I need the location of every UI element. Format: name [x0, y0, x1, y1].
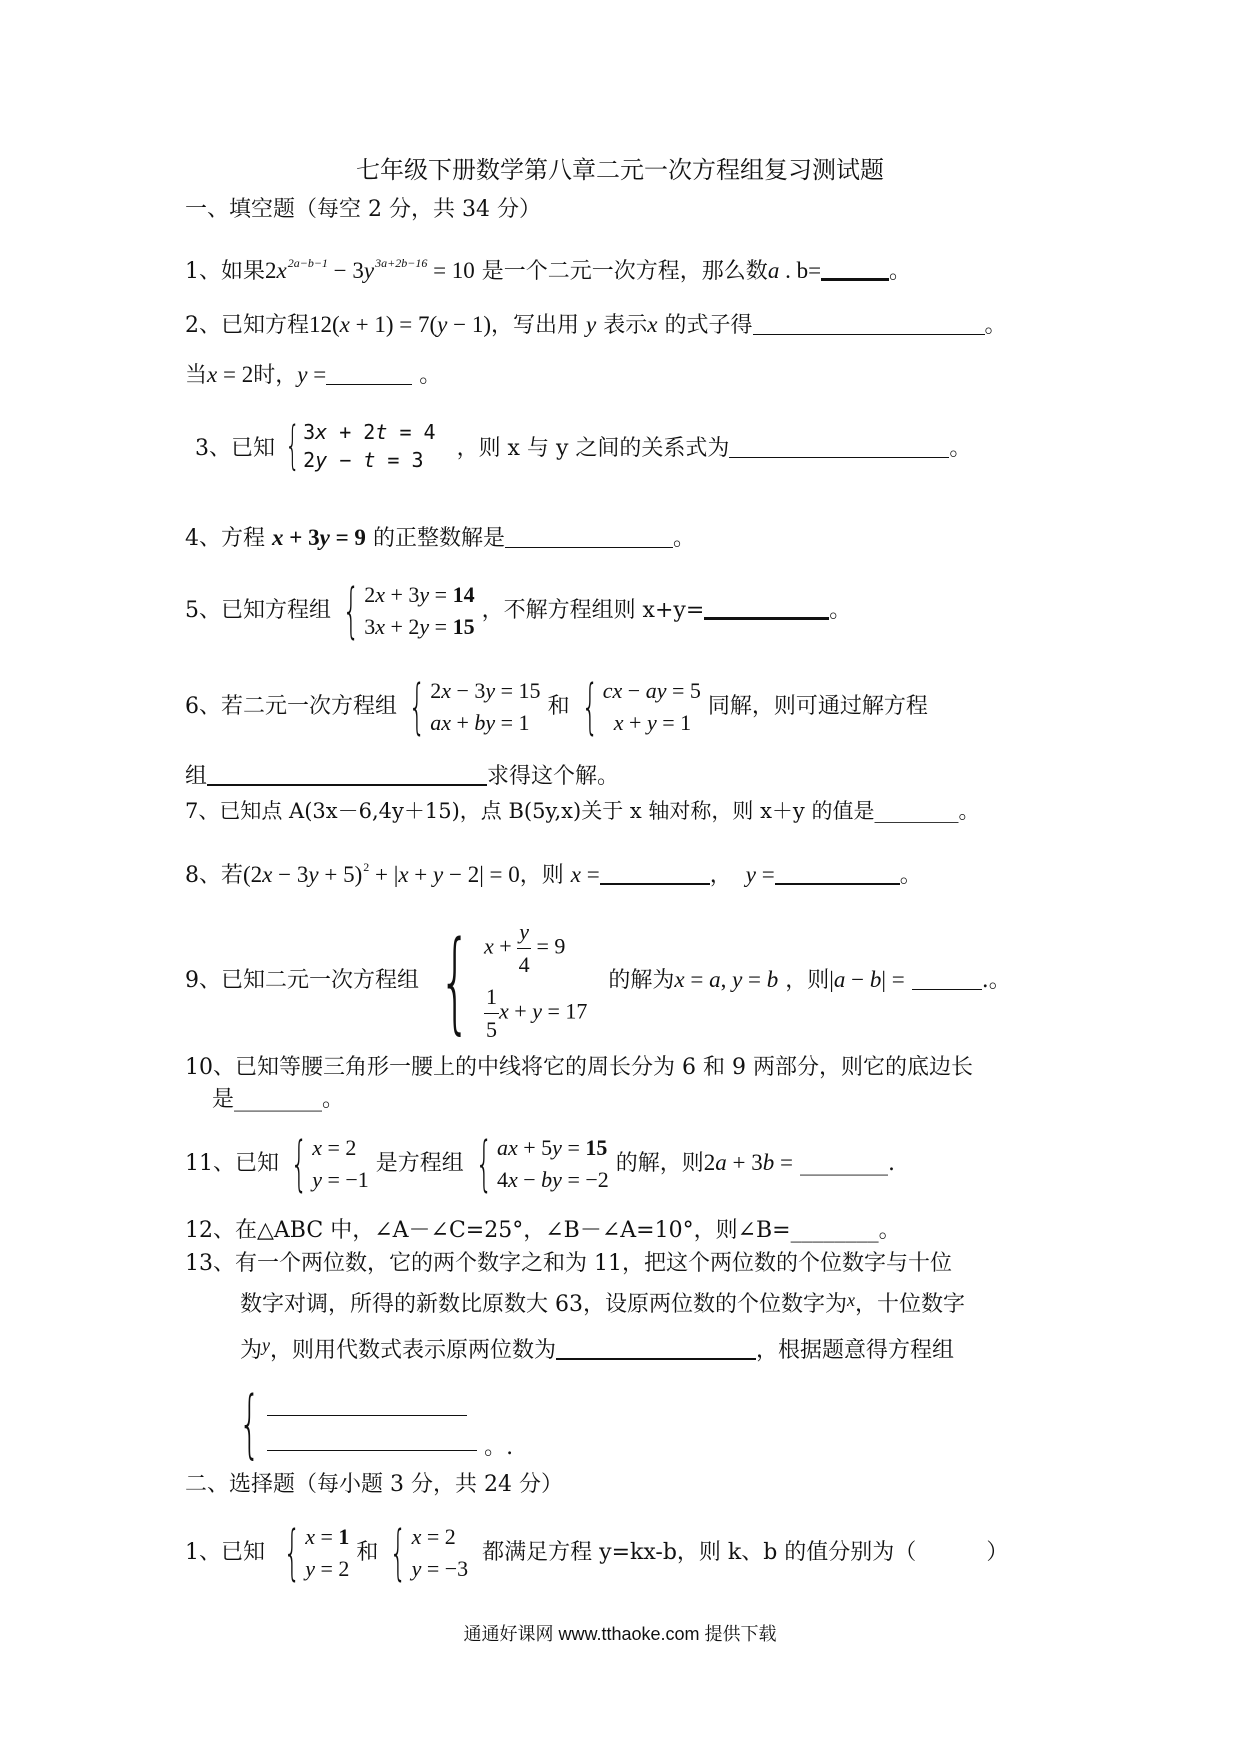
question-9: 9、已知二元一次方程组 { x + $\frac{y}{4}$ = 9 $\frac{1}{5}$ x + y = 17 的解为x = a, y = b ，则|a − b| = .。 — [185, 917, 1011, 1045]
question-4: 4、方程 x + 3y = 9 的正整数解是 。 — [185, 525, 695, 551]
question-1: 1、如果$2x^{2a-b-1} - 3y^{3a+2b-16} = 10$ 是一个二元一次方程，那么数a . b= 。 — [185, 256, 912, 284]
question-6-part-b: 组 求得这个解。 — [185, 764, 620, 789]
page-title: 七年级下册数学第八章二元一次方程组复习测试题 — [356, 156, 884, 184]
question-12: 12、在△ABC 中，∠A－∠C=25°，∠B－∠A=10°，则∠B=________。 — [185, 1218, 901, 1243]
question-5: 5、已知方程组 { 2x + 3y = 14 3x + 2y = 15 ，不解方程组则 x+y= 。 — [185, 576, 852, 646]
question-2: 2、已知方程12(x + 1) = 7(y − 1)，写出用 y 表示x 的式子得 。 — [185, 312, 1007, 338]
question-13-line-3: 为$^y$，则用代数式表示原两位数为 ，根据题意得方程组 — [240, 1335, 955, 1363]
question-6: 6、若二元一次方程组 { 2x − 3y = 15 ax + by = 1 和 { cx − ay = 5 x + y = 1 同解，则可通过解方程 — [185, 672, 928, 742]
section-choice-heading: 二、选择题（每小题 3 分，共 24 分） — [185, 1472, 563, 1497]
question-8: 8、若$(2x - 3y + 5)^2 + |x + y - 2| = 0$，则 x = ， y = 。 — [185, 860, 922, 888]
question-2-part-b: 当x = 2时，y = 。 — [185, 362, 442, 388]
question-10: 10、已知等腰三角形一腰上的中线将它的周长分为 6 和 9 两部分，则它的底边长 — [185, 1055, 973, 1080]
question-3: 3、已知 { 3x + 2t = 4 2y − t = 3 ，则 x 与 y 之间的关系式为 。 — [195, 416, 972, 476]
question-13: 13、有一个两位数，它的两个数字之和为 11，把这个两位数的个位数字与十位 — [185, 1251, 952, 1276]
question-11: 11、已知 { x = 2 y = −1 是方程组 { ax + 5y = 15 4x − by = −2 的解，则2a + 3b = ________. — [185, 1129, 895, 1199]
page-footer: 通通好课网 www.tthaoke.com 提供下载 — [463, 1624, 777, 1644]
question-10-part-b: 是________。 — [212, 1087, 345, 1112]
choice-question-1: 1、已知 { x = 1 y = 2 和 { x = 2 y = −3 都满足方程 y=kx-b，则 k、b 的值分别为（ ） — [185, 1518, 1009, 1588]
question-13-line-2: 数字对调，所得的新数比原数大 63，设原两位数的个位数字为$^x$，十位数字 — [240, 1290, 966, 1317]
question-7: 7、已知点 A(3x－6,4y＋15)，点 B(5y,x)关于 x 轴对称，则 x＋y 的值是________。 — [185, 799, 980, 823]
question-13-system: { 。. — [238, 1381, 514, 1467]
section-fill-in-heading: 一、填空题（每空 2 分，共 34 分） — [185, 197, 541, 222]
